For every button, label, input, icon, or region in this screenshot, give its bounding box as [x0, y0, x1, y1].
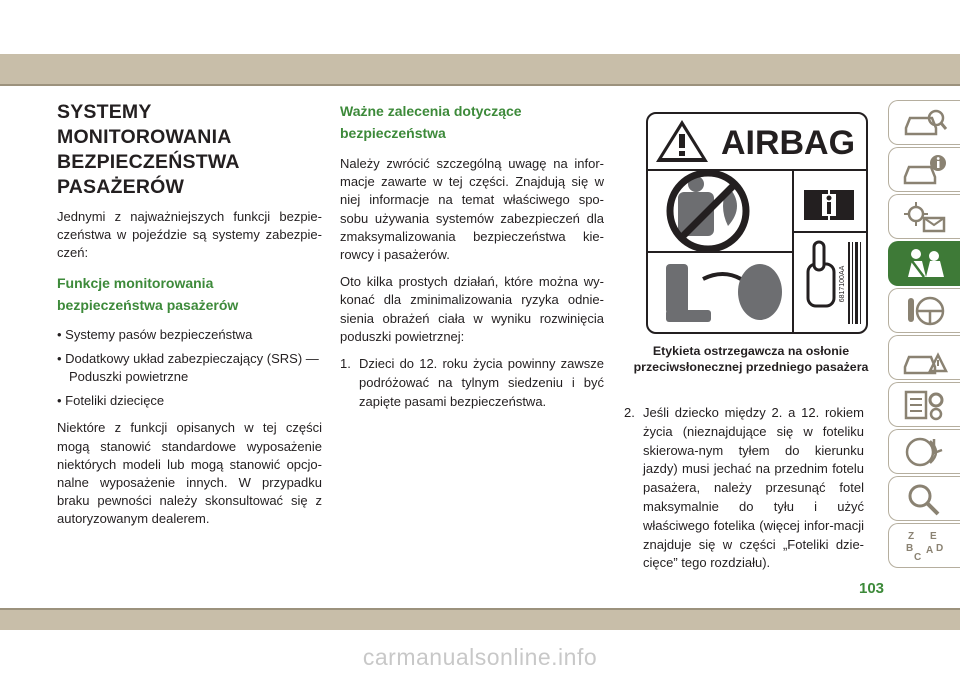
- airbag-title: AIRBAG: [720, 124, 856, 162]
- body-paragraph: Należy zwrócić szczególną uwagę na infor-macje zawarte w tej części. Znajdują się w niej informacje na temat właściwego spo-sobu używania systemów zabezpieczeń dla zmaksymalizowania bezpieczeństwa kie-rowcy i pasażerów.: [340, 156, 604, 263]
- svg-text:A: A: [925, 544, 933, 556]
- tab-emergency[interactable]: [888, 335, 960, 380]
- tab-multimedia[interactable]: [888, 429, 960, 474]
- car-search-icon: [902, 106, 948, 140]
- left-column: [57, 100, 322, 538]
- subheading: Funkcje monitorowania bezpieczeństwa pasażerów: [57, 274, 239, 313]
- airbag-label-graphic: [648, 114, 866, 332]
- heading-line: MONITOROWANIA: [57, 126, 232, 148]
- numbered-item: [340, 355, 604, 411]
- no-child-seat-icon: [670, 173, 746, 249]
- airbag-warning-label: [646, 112, 868, 334]
- steering-wheel-icon: [902, 294, 948, 328]
- header-band: [0, 54, 960, 84]
- tab-safety[interactable]: [888, 241, 960, 286]
- item-number: 1.: [340, 356, 351, 372]
- svg-text:B: B: [905, 542, 913, 554]
- tab-driving[interactable]: [888, 288, 960, 333]
- body-paragraph: Oto kilka prostych działań, które można wy-konać dla zminimalizowania ryzyka odnie-sienia obrażeń ciała w wyniku rozwinięcia poduszki powietrznej:: [340, 274, 604, 344]
- index-letters-icon: [902, 529, 948, 563]
- svg-text:Z: Z: [907, 530, 914, 542]
- warning-lights-icon: [902, 200, 948, 234]
- figure-caption: Etykieta ostrzegawcza na osłonie przeciwsłonecznej przedniego pasażera: [633, 344, 869, 374]
- right-column-items: [624, 404, 864, 581]
- chapter-tabs: [888, 100, 960, 570]
- numbered-item: [624, 404, 864, 573]
- item-number: 2.: [624, 405, 635, 420]
- tab-index[interactable]: [888, 523, 960, 568]
- seat-airbag-icon: [666, 264, 782, 322]
- item-text: Jeśli dziecko między 2. a 12. rokiem życia (nieznajdujące się w foteliku skierowa-nym tyłem do kierunku jazdy) musi jechać na przednim fotelu pasażera, należy przesunąć fotel maksymalnie do tyłu i użyć właściwego fotelika (więcej infor-macji znajduje się w części „Foteliki dzie-cięce” tego rozdziału).: [643, 405, 864, 571]
- section-heading: [57, 100, 322, 200]
- heading-line: SYSTEMY: [57, 101, 152, 123]
- tab-warning-lights[interactable]: [888, 194, 960, 239]
- subheading: Ważne zalecenia dotyczące bezpieczeństwa: [340, 103, 522, 141]
- tab-maintenance[interactable]: [888, 382, 960, 427]
- heading-line: PASAŻERÓW: [57, 176, 185, 198]
- middle-column: [340, 100, 604, 419]
- search-icon: [902, 482, 948, 516]
- manual-book-icon: [804, 190, 854, 220]
- body-paragraph: Niektóre z funkcji opisanych w tej części mogą stanowić standardowe wyposażenie niektórych modeli lub mogą stanowić opcjo-nalne wyposażenie innych. W przypadku braku pewności należy skonsultować się z autoryzowanym dealerem.: [57, 420, 322, 527]
- seatbelt-airbag-icon: [902, 247, 948, 281]
- heading-line: BEZPIECZEŃSTWA: [57, 151, 240, 173]
- bullet-item: • Systemy pasów bezpieczeństwa: [57, 326, 253, 342]
- multimedia-icon: [902, 435, 948, 469]
- svg-text:E: E: [929, 530, 937, 542]
- top-margin: [0, 0, 960, 54]
- item-text: Dzieci do 12. roku życia powinny zawsze podróżować na tylnym siedzeniu i być zapięte pasami bezpieczeństwa.: [359, 356, 604, 409]
- bullet-item: • Dodatkowy układ zabezpieczający (SRS) — Poduszki powietrzne: [57, 350, 319, 385]
- svg-text:C: C: [913, 551, 921, 563]
- tab-specifications[interactable]: [888, 476, 960, 521]
- car-warning-icon: [902, 341, 948, 375]
- tab-car-search[interactable]: [888, 100, 960, 145]
- footer-band: [0, 610, 960, 630]
- tab-car-info[interactable]: [888, 147, 960, 192]
- svg-text:D: D: [935, 542, 943, 554]
- label-code: 6817100AA: [839, 265, 846, 303]
- header-rule: [0, 84, 960, 86]
- car-info-icon: [902, 153, 948, 187]
- maintenance-icon: [902, 388, 948, 422]
- watermark: carmanualsonline.info: [362, 644, 598, 670]
- barcode: [848, 242, 861, 324]
- finger-warning-icon: [808, 242, 834, 306]
- bullet-item: • Foteliki dziecięce: [57, 393, 165, 409]
- page-number: 103: [859, 580, 885, 597]
- intro-paragraph: Jednymi z najważniejszych funkcji bezpie-czeństwa w pojeździe są systemy zabezpie-czeń:: [57, 209, 322, 261]
